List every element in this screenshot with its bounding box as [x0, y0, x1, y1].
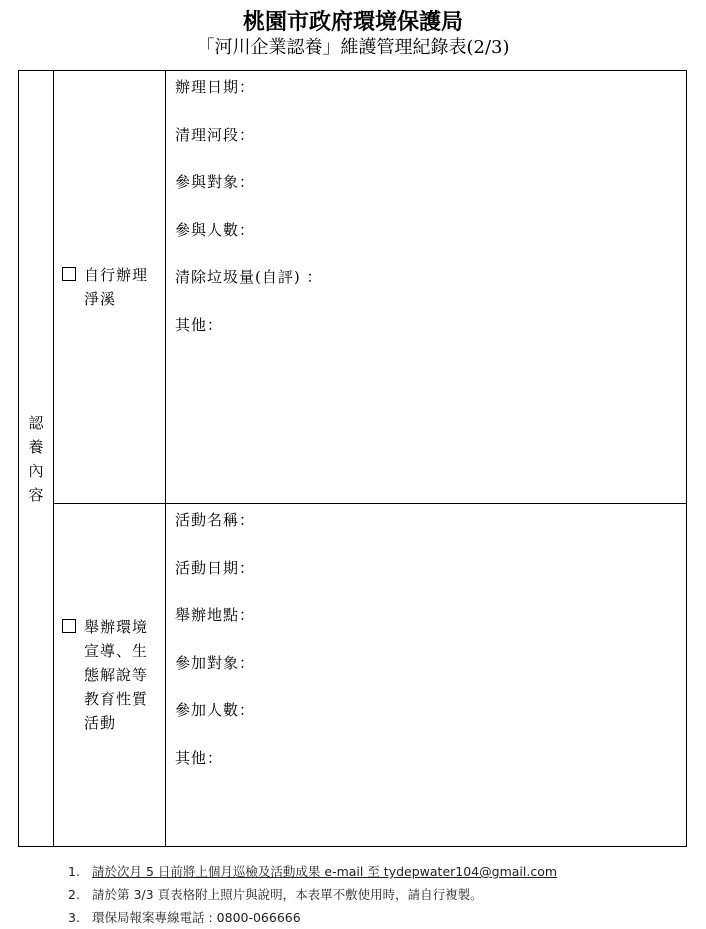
- note-item: [68, 860, 557, 883]
- fields-cell-education: [166, 504, 687, 847]
- self-cleanup-checkbox[interactable]: [62, 267, 76, 281]
- document-title: 桃園市政府環境保護局: [242, 9, 463, 35]
- field-activity-date[interactable]: 活動日期：: [175, 558, 256, 577]
- field-activity-name[interactable]: 活動名稱：: [175, 511, 256, 529]
- category-cell: [19, 71, 54, 847]
- field-cleanup-other[interactable]: 其他：: [175, 315, 224, 334]
- note-number: 3.: [68, 910, 80, 925]
- notes-list: [68, 860, 557, 929]
- note-text-email[interactable]: 請於次月 5 日前將上個月巡檢及活動成果 e-mail 至 tydepwater104@gmail.com: [92, 864, 558, 879]
- education-activity-label: 舉辦環境宣導、生態解說等教育性質活動: [84, 618, 149, 732]
- field-activity-attendees[interactable]: 參加對象：: [175, 653, 256, 672]
- field-activity-other[interactable]: 其他：: [175, 748, 224, 767]
- field-activity-attendee-count[interactable]: 參加人數：: [175, 701, 256, 719]
- education-activity-checkbox[interactable]: [62, 619, 76, 633]
- field-cleanup-river-section[interactable]: 清理河段：: [175, 125, 256, 144]
- option-cell-self-cleanup: [54, 71, 166, 504]
- option-cell-education: [54, 504, 166, 847]
- field-activity-location[interactable]: 舉辦地點：: [175, 606, 256, 624]
- self-cleanup-label: 自行辦理淨溪: [84, 266, 149, 308]
- field-cleanup-participant-count[interactable]: 參與人數：: [175, 220, 256, 239]
- field-cleanup-garbage-amount[interactable]: 清除垃圾量(自評) ：: [175, 268, 323, 286]
- note-number: 1.: [68, 864, 80, 879]
- category-label: 認養內容: [28, 413, 44, 504]
- fields-cell-self-cleanup: [166, 71, 687, 504]
- note-item: [68, 883, 557, 906]
- field-cleanup-date[interactable]: 辦理日期：: [175, 78, 256, 96]
- note-number: 2.: [68, 887, 80, 902]
- field-cleanup-participants[interactable]: 參與對象：: [175, 173, 256, 191]
- record-form-table: [18, 70, 687, 847]
- document-subtitle: 「河川企業認養」維護管理紀錄表(2/3): [196, 37, 510, 58]
- note-text-photos: 請於第 3/3 頁表格附上照片與說明，本表單不敷使用時，請自行複製。: [92, 887, 483, 902]
- note-text-hotline: 環保局報案專線電話 : 0800-066666: [92, 910, 301, 925]
